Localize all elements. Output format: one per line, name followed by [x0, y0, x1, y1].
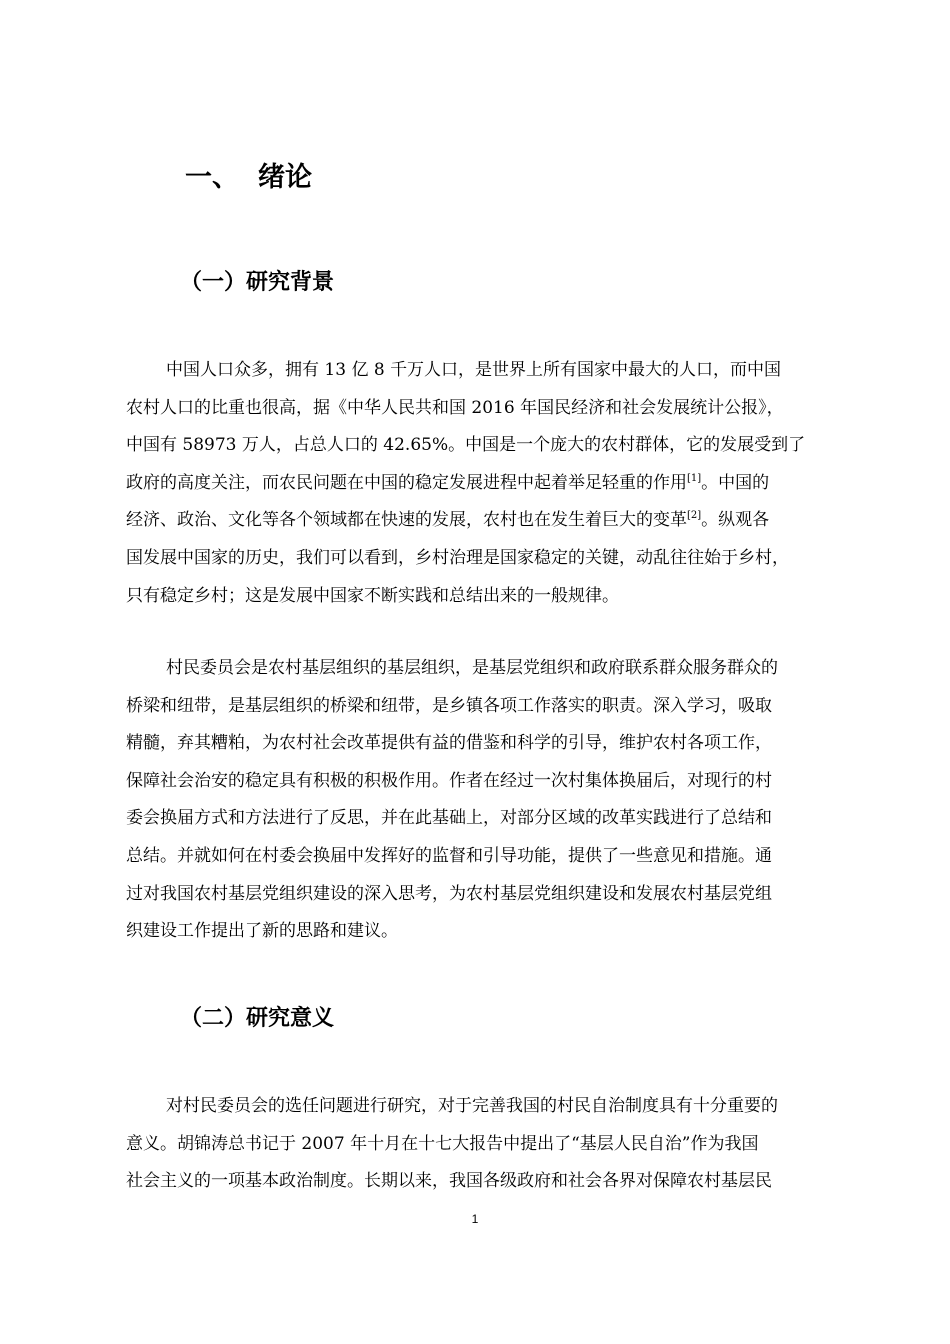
paragraph-background-2	[126, 650, 866, 951]
text-segment: 政府的高度关注，而农民问题在中国的稳定发展进程中起着举足轻重的作用	[126, 472, 687, 493]
text-line: 只有稳定乡村；这是发展中国家不断实践和总结出来的一般规律。	[126, 585, 619, 606]
text-line: 精髓，弃其糟粕，为农村社会改革提供有益的借鉴和科学的引导，维护农村各项工作，	[126, 733, 772, 754]
text-line: 委会换届方式和方法进行了反思，并在此基础上，对部分区域的改革实践进行了总结和	[126, 808, 772, 829]
text-segment: 。中国的	[701, 472, 770, 493]
text-segment: 。纵观各	[701, 510, 770, 531]
citation-ref-2[interactable]: [2]	[687, 510, 702, 522]
text-line: 意义。胡锦涛总书记于 2007 年十月在十七大报告中提出了“基层人民自治”作为我国	[126, 1133, 759, 1154]
chapter-number: 一、	[185, 162, 239, 193]
text-line: 总结。并就如何在村委会换届中发挥好的监督和引导功能，提供了一些意见和措施。通	[126, 845, 772, 866]
text-line: 过对我国农村基层党组织建设的深入思考，为农村基层党组织建设和发展农村基层党组	[126, 883, 772, 904]
text-line: 保障社会治安的稳定具有积极的积极作用。作者在经过一次村集体换届后，对现行的村	[126, 770, 772, 791]
section-heading-significance: （二）研究意义	[180, 1006, 335, 1031]
section-heading-background: （一）研究背景	[180, 270, 335, 295]
text-line: 村民委员会是农村基层组织的基层组织，是基层党组织和政府联系群众服务群众的	[166, 658, 778, 678]
paragraph-background-1	[126, 352, 866, 615]
text-line: 中国人口众多，拥有 13 亿 8 千万人口，是世界上所有国家中最大的人口，而中国	[166, 360, 782, 380]
chapter-heading	[185, 158, 312, 198]
citation-ref-1[interactable]: [1]	[687, 472, 702, 484]
paragraph-significance-1	[126, 1088, 866, 1201]
text-segment: 经济、政治、文化等各个领域都在快速的发展，农村也在发生着巨大的变革	[126, 510, 687, 531]
text-line: 桥梁和纽带，是基层组织的桥梁和纽带，是乡镇各项工作落实的职责。深入学习，吸取	[126, 695, 772, 716]
text-line	[126, 502, 866, 540]
text-line: 织建设工作提出了新的思路和建议。	[126, 921, 398, 942]
text-line: 农村人口的比重也很高，据《中华人民共和国 2016 年国民经济和社会发展统计公报》，	[126, 397, 784, 418]
chapter-title: 绪论	[258, 162, 312, 193]
text-line: 对村民委员会的选任问题进行研究，对于完善我国的村民自治制度具有十分重要的	[166, 1096, 778, 1116]
text-line	[126, 465, 866, 503]
page-number: 1	[471, 1212, 479, 1226]
text-line: 国发展中国家的历史，我们可以看到，乡村治理是国家稳定的关键，动乱往往始于乡村，	[126, 547, 789, 568]
text-line: 中国有 58973 万人，占总人口的 42.65%。中国是一个庞大的农村群体，它的发展受到了	[126, 435, 806, 456]
text-line: 社会主义的一项基本政治制度。长期以来，我国各级政府和社会各界对保障农村基层民	[126, 1171, 772, 1192]
